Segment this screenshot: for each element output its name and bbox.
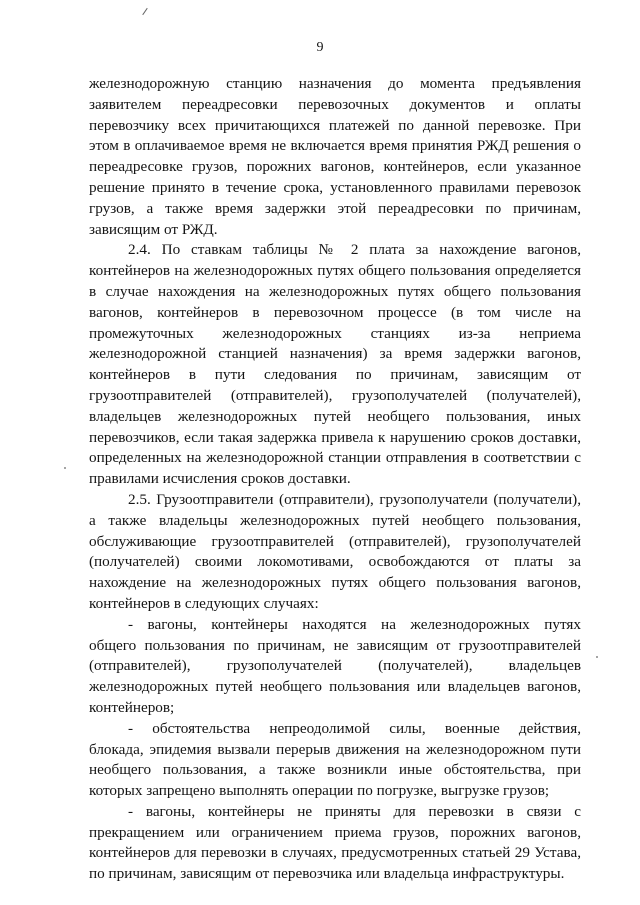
text-line: контейнеров в следующих случаях: [89, 594, 319, 612]
paragraph [89, 74, 581, 240]
text-line: - вагоны, контейнеры находятся на железнодорожных путях [128, 615, 581, 633]
text-line: необщего пользования, а также возникли иные обстоятельства, при [89, 761, 581, 779]
text-line: железнодорожной станцией назначения) за время задержки вагонов, [89, 345, 581, 363]
scan-speck [596, 656, 598, 658]
text-line: вагонов, контейнеров в перевозочном процессе (в том числе на [89, 303, 581, 321]
text-line: зависящим от РЖД. [89, 220, 218, 238]
text-line: правилами исчисления сроков доставки. [89, 470, 351, 488]
text-line: этом в оплачиваемое время не включается время принятия РЖД решения о [89, 137, 581, 155]
text-line: общего пользования по причинам, не зависящим от грузоотправителей [89, 636, 581, 654]
document-body [89, 74, 581, 885]
text-line: которых запрещено выполнять операции по погрузке, выгрузке грузов; [89, 782, 550, 800]
text-line: железнодорожных путей необщего пользования или владельцев вагонов, [89, 678, 581, 696]
paragraph [89, 240, 581, 490]
pen-mark [142, 8, 147, 15]
text-line: а также владельцы железнодорожных путей необщего пользования, [89, 511, 581, 529]
text-line: (отправителей), грузополучателей (получателей), владельцев [89, 657, 581, 675]
text-line: 2.4. По ставкам таблицы № 2 плата за нахождение вагонов, [128, 241, 581, 259]
text-line: обслуживающие грузоотправителей (отправителей), грузополучателей [89, 532, 581, 550]
paragraph [89, 719, 581, 802]
text-line: прекращением или ограничением приема грузов, порожних вагонов, [89, 823, 581, 841]
paragraph [89, 802, 581, 885]
text-line: 2.5. Грузоотправители (отправители), грузополучатели (получатели), [128, 490, 581, 508]
text-line: грузоотправителей (отправителей), грузополучателей (получателей), [89, 386, 581, 404]
text-line: железнодорожную станцию назначения до момента предъявления [89, 75, 581, 92]
text-line: заявителем переадресовки перевозочных документов и оплаты [89, 95, 581, 113]
text-line: переадресовке грузов, порожних вагонов, контейнеров, если указанное [89, 158, 581, 176]
text-line: перевозчику всех причитающихся платежей по данной перевозке. При [89, 116, 581, 134]
text-line: определенных на железнодорожной станции отправления в соответствии с [89, 449, 581, 467]
text-line: блокада, эпидемия вызвали перерыв движения на железнодорожном пути [89, 740, 581, 758]
text-line: владельцев железнодорожных путей необщего пользования, иных [89, 407, 581, 425]
text-line: (получателей) своими локомотивами, освобождаются от платы за [89, 553, 581, 571]
text-line: перевозчиков, если такая задержка привела к нарушению сроков доставки, [89, 428, 581, 446]
text-line: контейнеров на железнодорожных путях общего пользования определяется [89, 262, 581, 280]
text-line: контейнеров в пути следования по причинам, зависящим от [89, 366, 581, 384]
text-line: грузов, а также время задержки этой переадресовки по причинам, [89, 199, 581, 217]
text-line: - обстоятельства непреодолимой силы, военные действия, [128, 719, 581, 737]
paragraph [89, 490, 581, 615]
text-line: решение принято в течение срока, установленного правилами перевозок [89, 178, 581, 196]
text-line: контейнеров; [89, 698, 175, 716]
scan-speck [64, 467, 66, 469]
text-line: контейнеров для перевозки в случаях, предусмотренных статьей 29 Устава, [89, 844, 581, 862]
text-line: в случае нахождения на железнодорожных путях общего пользования [89, 282, 581, 300]
paragraph [89, 615, 581, 719]
page-number: 9 [316, 40, 324, 55]
text-line: - вагоны, контейнеры не приняты для перевозки в связи с [128, 802, 581, 820]
text-line: промежуточных железнодорожных станциях из-за неприема [89, 324, 581, 342]
text-line: по причинам, зависящим от перевозчика или владельца инфраструктуры. [89, 865, 565, 883]
text-line: нахождение на железнодорожных путях общего пользования вагонов, [89, 574, 581, 592]
